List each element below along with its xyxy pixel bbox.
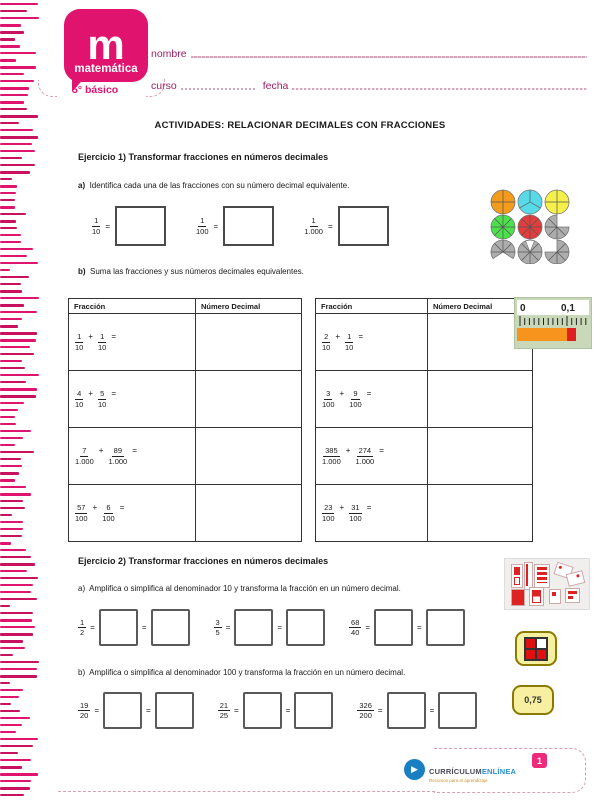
- exercise2-heading: Ejercicio 2) Transformar fracciones en números decimales: [78, 556, 329, 566]
- col-header-fraction: Fracción: [69, 299, 196, 314]
- date-label: fecha: [262, 79, 289, 92]
- exercise1-heading: Ejercicio 1) Transformar fracciones en números decimales: [78, 152, 329, 162]
- decimal-answer-cell[interactable]: [428, 428, 533, 485]
- svg-text:0,1: 0,1: [561, 303, 575, 314]
- equation-item: $\frac{326}{200}$ = =: [357, 692, 477, 729]
- answer-box[interactable]: [103, 692, 142, 729]
- name-field-line[interactable]: [191, 56, 587, 58]
- fraction-sum-tables: [68, 298, 533, 542]
- logo-subject-label: matemática: [74, 63, 138, 75]
- exercise2b-equations: [78, 692, 501, 729]
- fraction: $\frac{326}{200}$: [359, 700, 372, 720]
- answer-box[interactable]: [286, 609, 325, 646]
- course-label: curso: [151, 79, 177, 92]
- table-row: $\frac{4}{10}$ + $\frac{5}{10}$ =: [69, 371, 302, 428]
- table-row: $\frac{57}{100}$ + $\frac{6}{100}$ =: [69, 485, 302, 542]
- student-fields: [151, 42, 587, 106]
- fraction-circles-image: [489, 188, 571, 264]
- exercise1a-equations: [92, 206, 419, 246]
- exercise2b-label: b): [78, 668, 86, 677]
- exercise2a-label: a): [78, 584, 86, 593]
- fraction: $\frac{1}{10}$: [92, 216, 101, 236]
- page-number-badge: 1: [532, 753, 547, 768]
- fraction-squares-badge: [515, 631, 557, 666]
- answer-box[interactable]: [374, 609, 413, 646]
- name-label: nombre: [151, 47, 187, 60]
- answer-box[interactable]: [338, 206, 389, 246]
- table-row: $\frac{7}{1.000}$ + $\frac{89}{1.000}$ =: [69, 428, 302, 485]
- exercise2a-instruction: a) Amplifica o simplifica al denominador 10 y transforma la fracción en un número decimal.: [78, 584, 401, 593]
- answer-box[interactable]: [223, 206, 274, 246]
- answer-box[interactable]: [243, 692, 282, 729]
- fraction: $\frac{21}{25}$: [219, 700, 229, 720]
- page-title: ACTIVIDADES: RELACIONAR DECIMALES CON FRACCIONES: [154, 120, 446, 131]
- fraction: $\frac{68}{40}$: [351, 617, 360, 637]
- decimal-answer-cell[interactable]: [428, 371, 533, 428]
- fraction-cards-image: [504, 558, 590, 610]
- fraction: $\frac{1}{2}$: [80, 617, 85, 637]
- equation-item: $\frac{21}{25}$ = =: [218, 692, 334, 729]
- col-header-decimal: Número Decimal: [196, 299, 302, 314]
- subject-logo: [64, 9, 148, 82]
- footer-tagline: Recursos para el aprendizaje: [429, 777, 488, 783]
- grade-label: 5° básico: [72, 84, 119, 96]
- decimal-ruler-image: [514, 297, 592, 349]
- course-field-line[interactable]: [181, 88, 255, 90]
- equation-item: $\frac{68}{40}$ = =: [349, 609, 465, 646]
- answer-box[interactable]: [387, 692, 426, 729]
- fraction: $\frac{19}{20}$: [80, 700, 89, 720]
- sum-table-left: [68, 298, 302, 542]
- fraction: $\frac{1}{100}$: [196, 216, 209, 236]
- exercise1a-label: a): [78, 181, 86, 190]
- col-header-decimal: Número Decimal: [428, 299, 533, 314]
- decimal-answer-cell[interactable]: [428, 485, 533, 542]
- three-quarters-grid: [524, 637, 548, 661]
- decimal-answer-cell[interactable]: [196, 428, 302, 485]
- table-row: $\frac{23}{100}$ + $\frac{31}{100}$ =: [316, 485, 533, 542]
- equation-item: $\frac{3}{5}$ = =: [214, 609, 326, 646]
- fraction: $\frac{1}{1.000}$: [304, 216, 323, 236]
- exercise1b-label: b): [78, 267, 86, 276]
- answer-box[interactable]: [234, 609, 273, 646]
- exercise1b-instruction: b) Suma las fracciones y sus números decimales equivalentes.: [78, 267, 304, 276]
- decimal-value-badge: 0,75: [512, 685, 554, 715]
- footer-brand: CURRÍCULUMENLÍNEA Recursos para el aprendizaje: [429, 767, 517, 783]
- table-row: $\frac{385}{1.000}$ + $\frac{274}{1.000}$ =: [316, 428, 533, 485]
- date-field-line[interactable]: [292, 88, 587, 90]
- equation-item: $\frac{19}{20}$ = =: [78, 692, 194, 729]
- col-header-fraction: Fracción: [316, 299, 428, 314]
- exercise2a-equations: [78, 609, 489, 646]
- decimal-answer-cell[interactable]: [196, 314, 302, 371]
- exercise1a-instruction: a) Identifica cada una de las fracciones con su número decimal equivalente.: [78, 181, 350, 190]
- exercise2b-instruction: b) Amplifica o simplifica al denominador 100 y transforma la fracción en un número decimal.: [78, 668, 406, 677]
- table-row: $\frac{3}{100}$ + $\frac{9}{100}$ =: [316, 371, 533, 428]
- answer-box[interactable]: [115, 206, 166, 246]
- svg-text:0: 0: [520, 303, 526, 314]
- equation-item: $\frac{1}{100}$ =: [196, 206, 274, 246]
- answer-box[interactable]: [426, 609, 465, 646]
- answer-box[interactable]: [99, 609, 138, 646]
- answer-box[interactable]: [294, 692, 333, 729]
- sum-table-right: [315, 298, 533, 542]
- equation-item: $\frac{1}{1.000}$ =: [304, 206, 388, 246]
- decimal-answer-cell[interactable]: [196, 485, 302, 542]
- decimal-answer-cell[interactable]: [196, 371, 302, 428]
- answer-box[interactable]: [151, 609, 190, 646]
- table-row: $\frac{1}{10}$ + $\frac{1}{10}$ =: [69, 314, 302, 371]
- answer-box[interactable]: [438, 692, 477, 729]
- logo-m-letter: m: [87, 21, 125, 69]
- equation-item: $\frac{1}{2}$ = =: [78, 609, 190, 646]
- curriculum-en-linea-logo-icon: ▶: [404, 759, 425, 780]
- answer-box[interactable]: [155, 692, 194, 729]
- equation-item: $\frac{1}{10}$ =: [92, 206, 166, 246]
- footer-dashed-line: [58, 748, 435, 792]
- table-row: $\frac{2}{10}$ + $\frac{1}{10}$ =: [316, 314, 533, 371]
- fraction: $\frac{3}{5}$: [215, 617, 220, 637]
